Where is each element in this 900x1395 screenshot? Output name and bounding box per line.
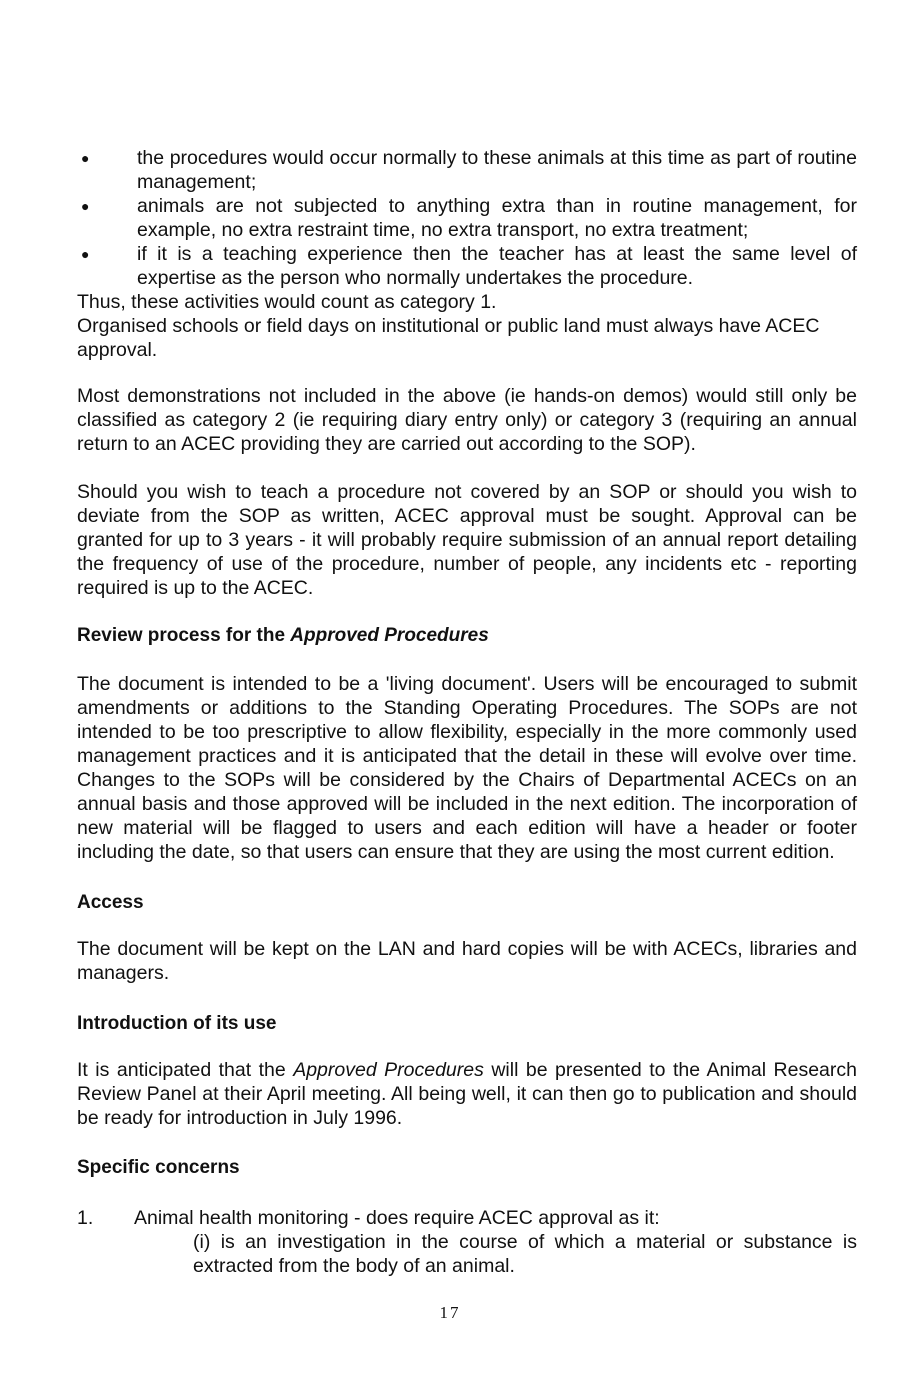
- paragraph-should-you-wish: [77, 480, 857, 600]
- bullet-list: [77, 146, 857, 362]
- bullet-text: if it is a teaching experience then the teacher has at least the same level of expertise as the person who normally undertakes the procedure.: [137, 243, 857, 289]
- paragraph-demonstrations: [77, 384, 857, 456]
- bullet-item: [77, 146, 857, 194]
- paragraph-access: [77, 937, 857, 985]
- paragraph-review: [77, 672, 857, 864]
- paragraph-review-text: The document is intended to be a 'living document'. Users will be encouraged to submit amendments or additions to the Standing Operating Procedures. The SOPs are not intended to be too prescriptive to allow flexibility, especially in the more commonly used management practices and it is anticipated that the detail in these will evolve over time. Changes to the SOPs will be considered by the Chairs of Departmental ACECs on an annual basis and those approved will be included in the next edition. The incorporation of new material will be flagged to users and each edition will have a header or footer including the date, so that users can ensure that they are using the most current edition.: [77, 673, 857, 863]
- intro-italic: Approved Procedures: [293, 1059, 484, 1081]
- bullet-dot-icon: ●: [81, 150, 90, 166]
- sub-item-text: (i) is an investigation in the course of which a material or substance is extracted from the body of an animal.: [193, 1231, 857, 1277]
- item-number: 1.: [77, 1207, 94, 1229]
- bullet-text: animals are not subjected to anything extra than in routine management, for example, no extra restraint time, no extra transport, no extra treatment;: [137, 195, 857, 241]
- paragraph-organised-schools: Organised schools or field days on institutional or public land must always have ACEC approval.: [77, 315, 820, 361]
- heading-review-process: [77, 624, 489, 648]
- heading-review-prefix: Review process for the: [77, 625, 291, 646]
- item-text: Animal health monitoring - does require ACEC approval as it:: [134, 1207, 660, 1229]
- bullet-dot-icon: ●: [81, 246, 90, 262]
- paragraph-introduction: [77, 1058, 857, 1130]
- paragraph-introduction-text: [77, 1058, 857, 1130]
- paragraph-should-you-wish-text: Should you wish to teach a procedure not covered by an SOP or should you wish to deviate from the SOP as written, ACEC approval must be sought. Approval can be granted for up to 3 years - it will probably require submission of an annual report detailing the frequency of use of the procedure, number of people, any incidents etc - reporting required is up to the ACEC.: [77, 481, 857, 599]
- page-number: 17: [439, 1303, 461, 1322]
- intro-suffix: will be presented to the Animal Research Review Panel at their April meeting. All being well, it can then go to publication and should be ready for introduction in July 1996.: [77, 1059, 857, 1129]
- heading-specific-concerns: Specific concerns: [77, 1157, 240, 1178]
- heading-introduction: Introduction of its use: [77, 1013, 277, 1034]
- paragraph-access-text: The document will be kept on the LAN and hard copies will be with ACECs, libraries and managers.: [77, 938, 857, 984]
- heading-review-italic: Approved Procedures: [290, 625, 489, 646]
- heading-access: Access: [77, 892, 144, 913]
- paragraph-demonstrations-text: Most demonstrations not included in the above (ie hands-on demos) would still only be classified as category 2 (ie requiring diary entry only) or category 3 (requiring an annual return to an ACEC providing they are carried out according to the SOP).: [77, 385, 857, 455]
- intro-prefix: It is anticipated that the: [77, 1059, 294, 1081]
- paragraph-thus: Thus, these activities would count as category 1.: [77, 291, 497, 313]
- bullet-text: the procedures would occur normally to these animals at this time as part of routine management;: [137, 147, 857, 193]
- bullet-dot-icon: ●: [81, 198, 90, 214]
- numbered-item: [77, 1206, 857, 1278]
- bullet-item: [77, 194, 857, 242]
- bullet-item: [77, 242, 857, 290]
